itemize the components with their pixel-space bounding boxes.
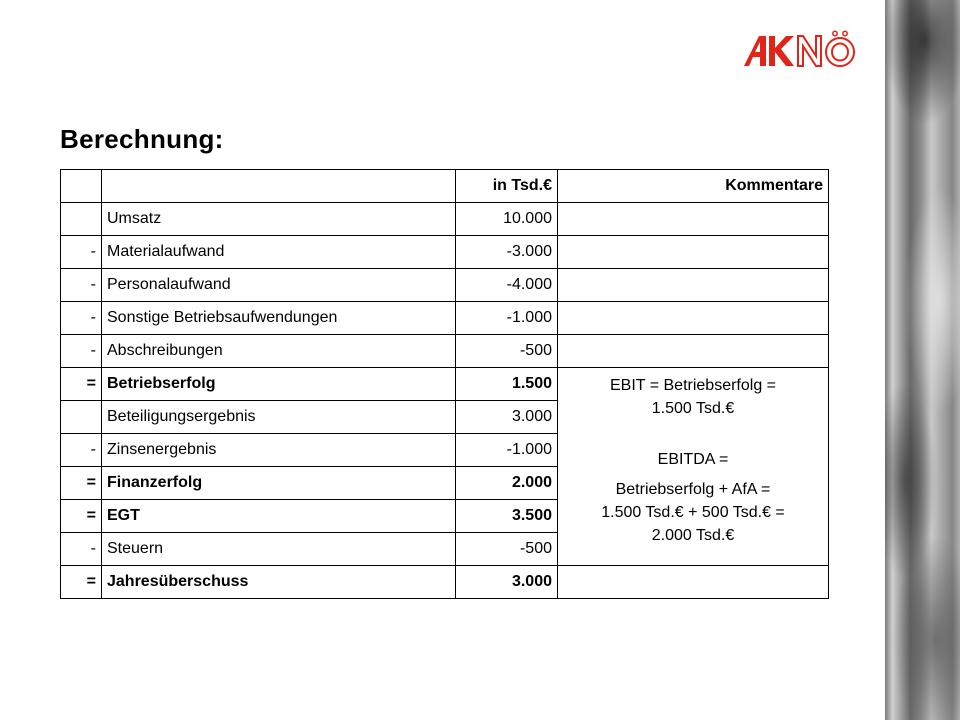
row-comment	[558, 566, 829, 599]
row-value: -500	[456, 533, 558, 566]
header-value-cell: in Tsd.€	[456, 170, 558, 203]
table-row-materialaufwand	[61, 236, 829, 269]
row-op: -	[61, 434, 102, 467]
aknoe-logo	[742, 30, 860, 70]
table-row-sonstige	[61, 302, 829, 335]
row-value: 3.000	[456, 401, 558, 434]
row-op: -	[61, 236, 102, 269]
row-value: 2.000	[456, 467, 558, 500]
page-title: Berechnung:	[60, 124, 224, 154]
header-comment-cell: Kommentare	[558, 170, 829, 203]
comment-line-ebitda-value: 2.000 Tsd.€	[651, 527, 735, 544]
row-op: =	[61, 467, 102, 500]
row-label: Materialaufwand	[102, 236, 456, 269]
comment-line-ebit-value: 1.500 Tsd.€	[651, 400, 735, 417]
row-label: Sonstige Betriebsaufwendungen	[102, 302, 456, 335]
row-op: -	[61, 533, 102, 566]
comment-line-ebitda: EBITDA =	[657, 451, 729, 468]
row-value: 1.500	[456, 368, 558, 401]
row-value: 10.000	[456, 203, 558, 236]
row-label: Finanzerfolg	[102, 467, 456, 500]
row-comment	[558, 236, 829, 269]
row-value: -1.000	[456, 434, 558, 467]
row-op: -	[61, 302, 102, 335]
row-comment	[558, 335, 829, 368]
header-label-cell	[102, 170, 456, 203]
row-label: Umsatz	[102, 203, 456, 236]
row-op: -	[61, 269, 102, 302]
row-value: -500	[456, 335, 558, 368]
comment-line-ebitda-formula: Betriebserfolg + AfA =	[615, 481, 771, 498]
table-row-personalaufwand	[61, 269, 829, 302]
table-row-abschreibungen	[61, 335, 829, 368]
row-label: Beteiligungsergebnis	[102, 401, 456, 434]
row-label: Steuern	[102, 533, 456, 566]
row-op	[61, 401, 102, 434]
row-op: =	[61, 500, 102, 533]
row-value: 3.000	[456, 566, 558, 599]
row-op: =	[61, 368, 102, 401]
row-value: -3.000	[456, 236, 558, 269]
row-label: Jahresüberschuss	[102, 566, 456, 599]
table-row-umsatz	[61, 203, 829, 236]
row-label: Abschreibungen	[102, 335, 456, 368]
row-op: =	[61, 566, 102, 599]
table-row-betriebserfolg	[61, 368, 829, 401]
row-label: Betriebserfolg	[102, 368, 456, 401]
background-photo-strip	[885, 0, 960, 720]
row-op: -	[61, 335, 102, 368]
row-value: -4.000	[456, 269, 558, 302]
comment-block	[558, 368, 829, 566]
row-op	[61, 203, 102, 236]
row-comment	[558, 302, 829, 335]
calculation-table	[60, 169, 829, 599]
row-comment	[558, 269, 829, 302]
row-label: Zinsenergebnis	[102, 434, 456, 467]
table-header-row	[61, 170, 829, 203]
photo-shading	[885, 0, 960, 720]
comment-line-ebit: EBIT = Betriebserfolg =	[609, 377, 776, 394]
row-value: -1.000	[456, 302, 558, 335]
header-op-cell	[61, 170, 102, 203]
comment-line-ebitda-calc: 1.500 Tsd.€ + 500 Tsd.€ =	[601, 504, 785, 521]
row-comment	[558, 203, 829, 236]
table-row-jahresueberschuss	[61, 566, 829, 599]
row-label: EGT	[102, 500, 456, 533]
row-label: Personalaufwand	[102, 269, 456, 302]
row-value: 3.500	[456, 500, 558, 533]
